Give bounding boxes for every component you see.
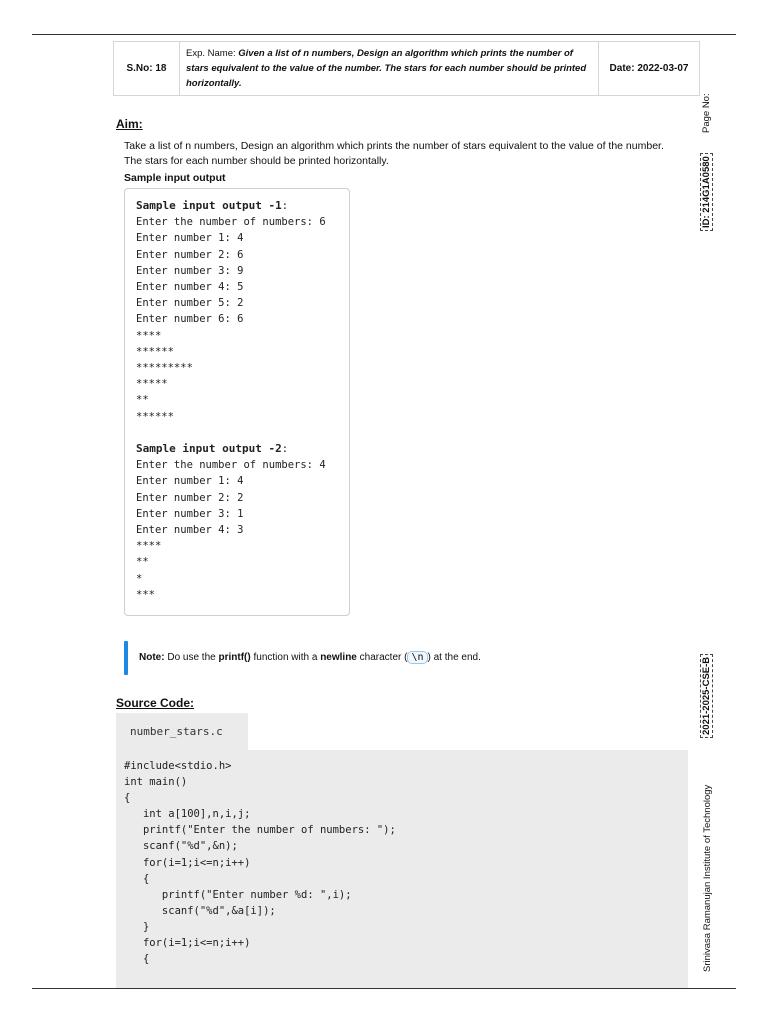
experiment-header-table <box>113 41 700 96</box>
batch-label: 2021-2025-CSE-B <box>700 654 713 738</box>
note-newline-code: \n <box>407 651 427 664</box>
note-label: Note: <box>139 652 165 663</box>
top-rule <box>32 34 736 35</box>
institute-name-label: Srinivasa Ramanujan Institute of Technology <box>702 784 713 972</box>
note-accent-bar <box>124 641 128 675</box>
serial-number: S.No: 18 <box>114 42 180 96</box>
sample-1-title: Sample input output -1 <box>136 199 282 212</box>
note-text-part: function with a <box>250 652 321 663</box>
note-text <box>139 651 481 664</box>
sample-1-lines: Enter the number of numbers: 6 Enter number 1: 4 Enter number 2: 6 Enter number 3: 9 Enter number 4: 5 Enter number 5: 2 Enter number 6: 6 **** ****** ********* ***** ** ****** <box>136 216 326 423</box>
source-code-heading: Source Code: <box>116 696 195 710</box>
note-text-part: character ( <box>356 652 408 663</box>
aim-text: Take a list of n numbers, Design an algorithm which prints the number of stars equivalent to the value of the number. The stars for each number should be printed horizontally. <box>124 140 664 167</box>
sample-2-title: Sample input output -2 <box>136 442 282 456</box>
experiment-name-prefix: Exp. Name: <box>186 48 239 59</box>
source-code-lines: #include<stdio.h> int main() { int a[100],n,i,j; printf("Enter the number of numbers: "); scanf("%d",&n); for(i=1;i<=n;i++) { printf("Enter number %d: ",i); scanf("%d",&a[i]); } for(i=1;i<=n;i++) { <box>124 760 396 966</box>
sample-io-heading: Sample input output <box>124 172 226 184</box>
experiment-name <box>180 42 599 96</box>
student-id-label: ID: 214G1A0580 <box>700 153 713 231</box>
experiment-name-text: Given a list of n numbers, Design an algorithm which prints the number of stars equivalent to the value of the number. The stars for each number should be printed horizontally. <box>186 48 587 89</box>
note-text-part: ) at the end. <box>427 652 481 663</box>
experiment-date: Date: 2022-03-07 <box>599 42 700 96</box>
sample-io-content: Sample input output -1: Enter the number of numbers: 6 Enter number 1: 4 Enter number 2: 6 Enter number 3: 9 Enter number 4: 5 Enter number 5: 2 Enter number 6: 6 **** ****** ********* ***** ** ****** Sample input output -2: Enter the number of numbers: 4 Enter number 1: 4 Enter number 2: 2 Enter number 3: 1 Enter number 4: 3 **** ** * *** <box>136 199 326 601</box>
note-text-part: Do use the <box>164 652 219 663</box>
note-newline: newline <box>320 652 357 663</box>
source-code-block <box>116 750 688 988</box>
page-number-label: Page No: <box>701 93 712 133</box>
note-printf: printf() <box>218 652 251 663</box>
aim-heading: Aim: <box>116 117 143 131</box>
sample-2-lines: Enter the number of numbers: 4 Enter number 1: 4 Enter number 2: 2 Enter number 3: 1 Enter number 4: 3 **** ** * *** <box>136 459 326 601</box>
source-file-tab[interactable]: number_stars.c <box>116 713 248 750</box>
sample-io-box <box>124 188 350 616</box>
note-callout <box>124 641 684 675</box>
bottom-rule <box>32 988 736 989</box>
